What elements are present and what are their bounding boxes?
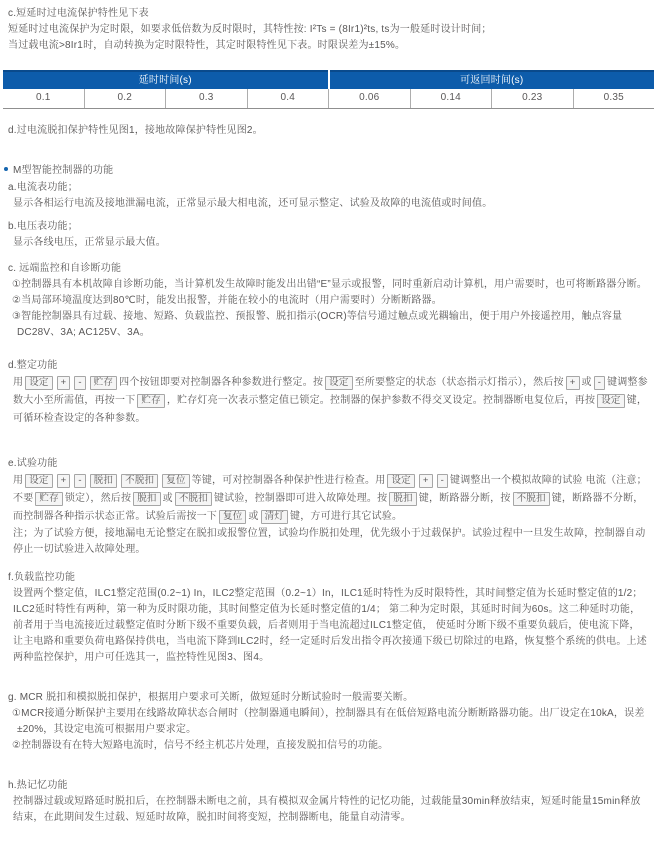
voltmeter-heading: b.电压表功能； [8,221,78,232]
mcr-heading: g. MCR 脱扣和模拟脱扣保护，根据用户要求可关断，做短延时分断试验时一般需要关断。 [8,692,414,703]
key-button-设定: 设定 [25,376,52,390]
table-cell-return-1: 0.06 [328,89,410,108]
document-page [0,6,660,864]
key-button--: - [74,474,85,488]
setting-function-text: 用 设定 + - 贮存 四个按钮即要对控制器各种参数进行整定。按 设定 至所要整定的状态（状态指示灯指示），然后按 + 或 - 键调整参数大小至所需值，再按一下 贮存 ，贮存灯亮一次表示整定值已锁定。控制器的保护参数不得交叉设定。控制器断电复位后，再按 设定 键，可循环检查设定的各种参数。 [13,377,648,424]
remote-monitor-heading: c. 远端监控和自诊断功能 [8,263,122,274]
key-button-复位: 复位 [219,510,246,524]
remote-monitor-item-2: ②当局部环境温度达到80℃时，能发出报警，并能在较小的电流时（用户需要时）分断断路器。 [12,295,442,306]
key-button-贮存: 贮存 [90,376,117,390]
m-controller-heading: M型智能控制器的功能 [13,165,114,176]
thermal-memory-heading: h.热记忆功能 [8,780,68,791]
key-button-脱扣: 脱扣 [90,474,117,488]
table-header-delay-time: 延时时间(s) [3,70,328,89]
key-button-不脱扣: 不脱扣 [175,492,212,506]
key-button-脱扣: 脱扣 [389,492,416,506]
table-header-return-time: 可返回时间(s) [330,70,655,89]
key-button-贮存: 贮存 [35,492,62,506]
table-cell-return-3: 0.23 [491,89,573,108]
load-monitor-heading: f.负载监控功能 [8,572,76,583]
key-button-复位: 复位 [162,474,189,488]
m-controller-heading-row [4,161,648,176]
remote-monitor-item-3: ③智能控制器具有过载、接地、短路、负载监控、预报警、脱扣指示(OCR)等信号通过触点或光耦输出，便于用户外接遥控用，触点容量DC28V、3A; AC125V、3A。 [12,311,623,338]
short-delay-line1: 短延时过电流保护为定时限，如要求低倍数为反时限时，其特性按: I²Ts = (8Ir1)²ts, ts为一般延时设计时间； [8,24,492,35]
mcr-item-2: ②控制器设有在特大短路电流时，信号不经主机芯片处理，直接发脱扣信号的功能。 [12,740,389,751]
ammeter-text: 显示各相运行电流及接地泄漏电流，正常显示最大相电流，还可显示整定、试验及故障的电流值或时间值。 [13,198,493,209]
table-cell-return-2: 0.14 [410,89,492,108]
key-button-+: + [566,376,580,390]
mcr-item-1: ①MCR接通分断保护主要用在线路故障状态合闸时（控制器通电瞬间），控制器具有在低倍短路电流分断断路器功能。出厂设定在10kA，误差±20%，其设定电流可根据用户要求定。 [12,708,645,735]
key-button-设定: 设定 [25,474,52,488]
setting-function-heading: d.整定功能 [8,360,58,371]
delay-time-table-header-row [3,70,654,89]
short-delay-line2: 当过载电流>8Ir1时，自动转换为定时限特性，其定时限特性见下表。时限误差为±15%。 [8,40,406,51]
table-cell-return-4: 0.35 [573,89,655,108]
test-function-heading: e.试验功能 [8,458,58,469]
key-button-+: + [419,474,433,488]
key-button-贮存: 贮存 [137,394,164,408]
voltmeter-text: 显示各线电压，正常显示最大值。 [13,237,166,248]
bullet-icon [4,167,8,171]
key-button-+: + [57,474,71,488]
short-delay-heading: c.短延时过电流保护特性见下表 [8,8,149,19]
key-button-不脱扣: 不脱扣 [121,474,158,488]
key-button--: - [74,376,85,390]
thermal-memory-text: 控制器过载或短路延时脱扣后，在控制器未断电之前，具有模拟双金属片特性的记忆功能，过载能量30min释放结束，短延时能量15min释放结束，在此期间发生过载、短延时故障，脱扣时间将变短，控制器断电，能量自动清零。 [13,796,641,823]
ammeter-heading: a.电流表功能； [8,182,78,193]
trip-protection-note: d.过电流脱扣保护特性见图1，接地故障保护特性见图2。 [8,125,263,136]
key-button-脱扣: 脱扣 [133,492,160,506]
key-button-+: + [57,376,71,390]
table-cell-delay-2: 0.2 [84,89,166,108]
key-button-设定: 设定 [387,474,414,488]
test-function-note: 注；为了试验方便，接地漏电无论整定在脱扣或报警位置，试验均作脱扣处理，优先级小于过载保护。试验过程中一旦发生故障，控制器自动停止一切试验进入故障处理。 [13,528,646,555]
remote-monitor-item-1: ①控制器具有本机故障自诊断功能，当计算机发生故障时能发出出错“E”显示或报警，同时重新启动计算机，用户需要时，也可将断路器分断。 [12,279,648,290]
delay-time-table-value-row [3,89,654,109]
table-cell-delay-3: 0.3 [165,89,247,108]
key-button--: - [594,376,605,390]
key-button-清灯: 清灯 [261,510,288,524]
delay-time-table [3,70,654,109]
test-function-text: 用 设定 + - 脱扣 不脱扣 复位 等键，可对控制器各种保护性进行检查。用 设定 + - 键调整出一个模拟故障的试验 电流（注意；不要 贮存 锁定），然后按 脱扣 或 不脱扣 键试验，控制器即可进入故障处理。按 脱扣 键，断路器分断，按 不脱扣 键，断路器不分断，而控制器各种指示状态正常。试验后需按一下 复位 或 清灯 键，方可进行其它试验。 [13,475,647,522]
key-button-不脱扣: 不脱扣 [513,492,550,506]
load-monitor-text: 设置两个整定值，ILC1整定范围(0.2~1) In，ILC2整定范围（0.2~1）In，ILC1延时特性为反时限特性，其时间整定值为长延时整定值的1/2；ILC2延时特性有两种，第一种为反时限功能，其时间整定值为长延时整定值的1/4； 第二种为定时限，其延时时间为60s。这二种延时功能，前者用于当电流接近过载整定值时分断下级不重要负载，后者则用于当电流超过ILC1整定值， 使延时分断下级不重要负载后，使电流下降，让主电路和重要负荷电路保持供电，当电流下降到ILC2时，经一定延时后发出指令再次接通下级已切除过的电路，恢复整个系统的供电。上述两种监控保护，用户可任选其一，监控特性见图3、图4。 [13,588,647,663]
key-button-设定: 设定 [325,376,352,390]
key-button-设定: 设定 [597,394,624,408]
key-button--: - [437,474,448,488]
table-cell-delay-4: 0.4 [247,89,329,108]
table-cell-delay-1: 0.1 [35,92,51,103]
